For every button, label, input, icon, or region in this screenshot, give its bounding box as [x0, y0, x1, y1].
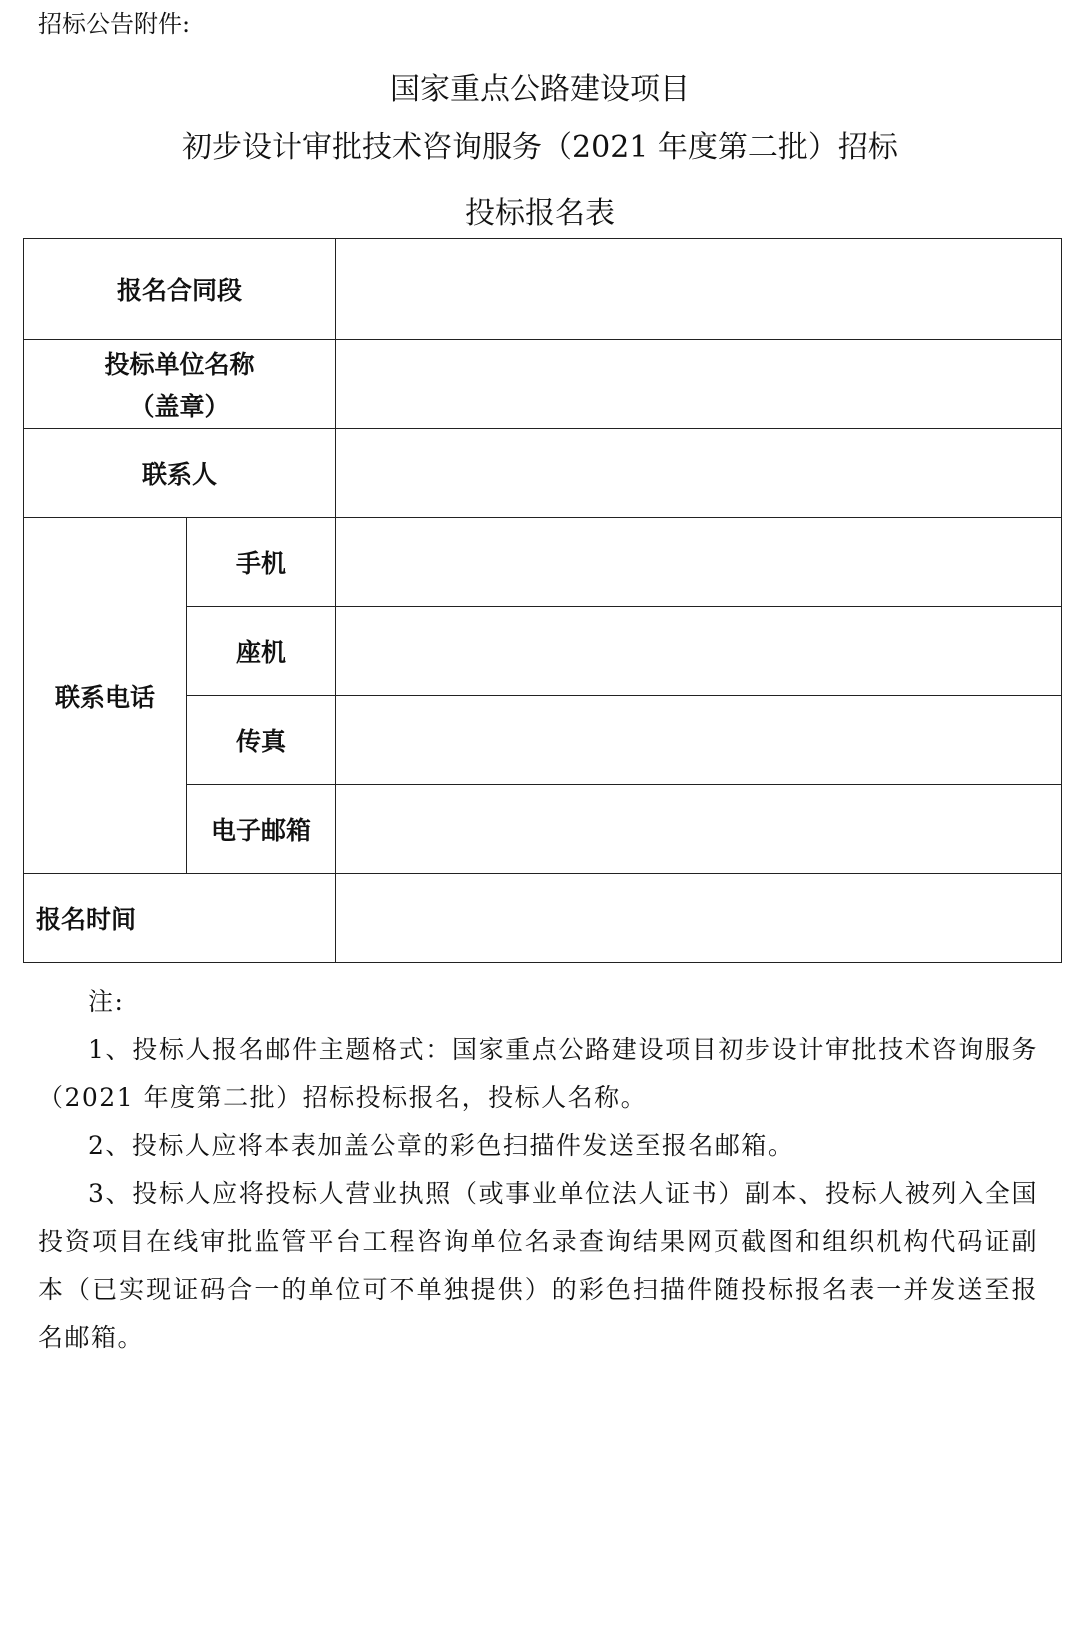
bidder-seal-text: （盖章） — [129, 392, 230, 421]
row-signup-time — [24, 874, 1062, 963]
document-title-line2: 初步设计审批技术咨询服务（2021 年度第二批）招标 — [182, 130, 898, 165]
bidder-name-text: 投标单位名称 — [104, 350, 255, 379]
label-contract-section: 报名合同段 — [24, 239, 336, 340]
form-title: 投标报名表 — [465, 196, 615, 231]
note-item-1: 1、投标人报名邮件主题格式：国家重点公路建设项目初步设计审批技术咨询服务（2021 年度第二批）招标投标报名，投标人名称。 — [38, 1035, 1038, 1112]
field-email[interactable] — [336, 785, 1062, 874]
notes-heading: 注: — [88, 987, 125, 1016]
label-contact-phone: 联系电话 — [24, 518, 187, 874]
label-fax: 传真 — [187, 696, 336, 785]
document-title-line1: 国家重点公路建设项目 — [390, 72, 690, 107]
note-item-2: 2、投标人应将本表加盖公章的彩色扫描件发送至报名邮箱。 — [88, 1131, 795, 1160]
label-signup-time: 报名时间 — [24, 874, 336, 963]
row-mobile — [24, 518, 1062, 607]
label-mobile: 手机 — [187, 518, 336, 607]
field-mobile[interactable] — [336, 518, 1062, 607]
field-contact-person[interactable] — [336, 429, 1062, 518]
registration-form-table — [23, 238, 1062, 963]
label-email: 电子邮箱 — [187, 785, 336, 874]
notes-section — [38, 978, 1038, 1362]
row-contact-person — [24, 429, 1062, 518]
field-signup-time[interactable] — [336, 874, 1062, 963]
row-contract-section — [24, 239, 1062, 340]
label-contact-person: 联系人 — [24, 429, 336, 518]
row-bidder-name — [24, 340, 1062, 429]
label-landline: 座机 — [187, 607, 336, 696]
label-bidder-name — [24, 340, 336, 429]
field-landline[interactable] — [336, 607, 1062, 696]
field-bidder-name[interactable] — [336, 340, 1062, 429]
attachment-label: 招标公告附件: — [38, 10, 191, 38]
field-fax[interactable] — [336, 696, 1062, 785]
note-item-3: 3、投标人应将投标人营业执照（或事业单位法人证书）副本、投标人被列入全国投资项目在线审批监管平台工程咨询单位名录查询结果网页截图和组织机构代码证副本（已实现证码合一的单位可不单独提供）的彩色扫描件随投标报名表一并发送至报名邮箱。 — [38, 1179, 1038, 1352]
field-contract-section[interactable] — [336, 239, 1062, 340]
